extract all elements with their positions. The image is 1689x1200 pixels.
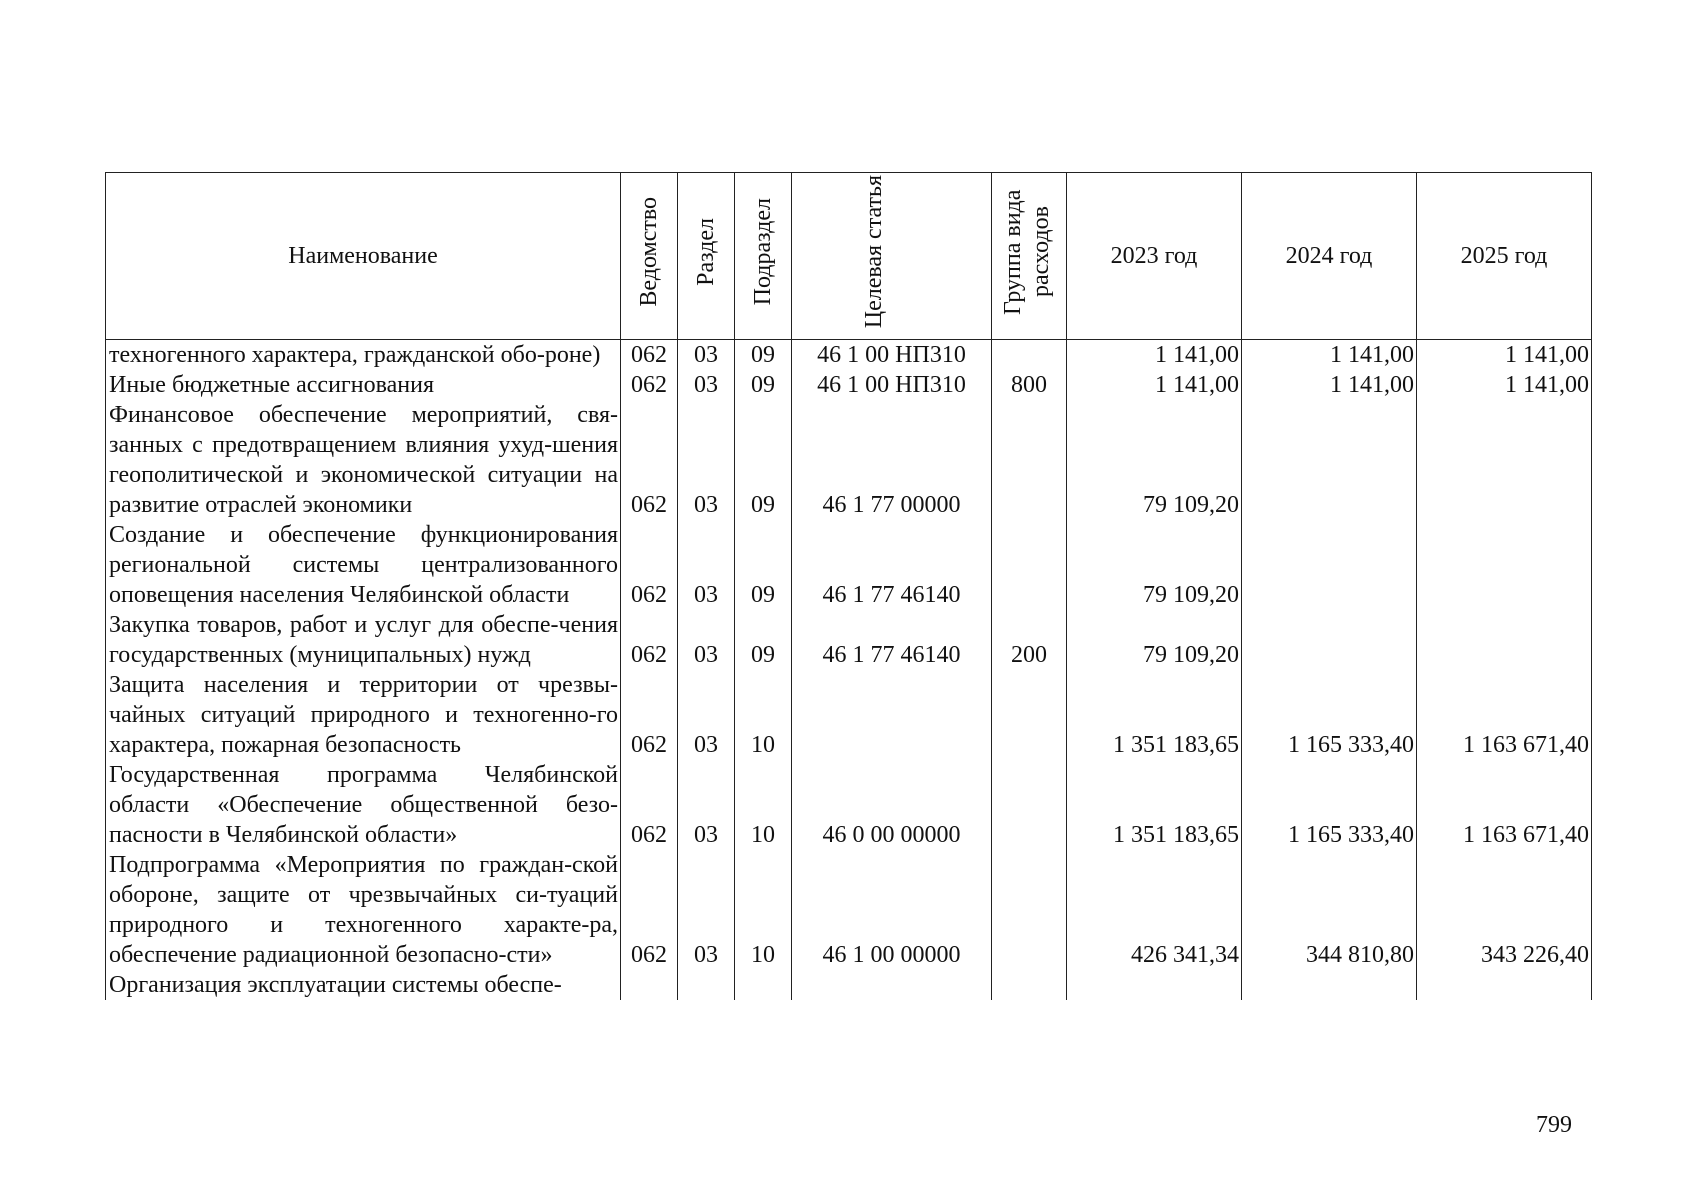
cell-vedomstvo: 062 xyxy=(621,760,678,850)
cell-2025: 1 141,00 xyxy=(1417,370,1592,400)
cell-2024: 1 165 333,40 xyxy=(1242,670,1417,760)
header-year-2025: 2025 год xyxy=(1417,173,1592,340)
cell-name: Закупка товаров, работ и услуг для обеспе-чения государственных (муниципальных) нужд xyxy=(106,610,621,670)
cell-gruppa xyxy=(992,850,1067,970)
cell-2025 xyxy=(1417,610,1592,670)
table-row xyxy=(106,520,1592,610)
cell-2023: 1 141,00 xyxy=(1067,340,1242,371)
cell-name: Защита населения и территории от чрезвы-чайных ситуаций природного и техногенно-го характера, пожарная безопасность xyxy=(106,670,621,760)
cell-podrazdel xyxy=(735,970,792,1000)
cell-2023: 79 109,20 xyxy=(1067,400,1242,520)
cell-tselevaya-statya: 46 1 77 46140 xyxy=(792,520,992,610)
cell-2025 xyxy=(1417,970,1592,1000)
cell-podrazdel: 09 xyxy=(735,520,792,610)
cell-razdel: 03 xyxy=(678,520,735,610)
cell-vedomstvo: 062 xyxy=(621,850,678,970)
cell-gruppa xyxy=(992,520,1067,610)
header-name: Наименование xyxy=(106,173,621,340)
table-row xyxy=(106,970,1592,1000)
cell-razdel xyxy=(678,970,735,1000)
cell-podrazdel: 10 xyxy=(735,760,792,850)
cell-tselevaya-statya: 46 1 00 00000 xyxy=(792,850,992,970)
cell-razdel: 03 xyxy=(678,670,735,760)
cell-razdel: 03 xyxy=(678,760,735,850)
header-gruppa-vida-rashodov: Группа вида расходов xyxy=(992,173,1067,340)
cell-vedomstvo: 062 xyxy=(621,610,678,670)
cell-tselevaya-statya: 46 1 00 НП310 xyxy=(792,340,992,371)
table-row xyxy=(106,670,1592,760)
cell-gruppa xyxy=(992,670,1067,760)
header-vedomstvo: Ведомство xyxy=(621,173,678,340)
cell-podrazdel: 10 xyxy=(735,670,792,760)
cell-2024 xyxy=(1242,970,1417,1000)
table-row xyxy=(106,340,1592,371)
cell-vedomstvo: 062 xyxy=(621,670,678,760)
table-row xyxy=(106,400,1592,520)
cell-tselevaya-statya: 46 1 77 46140 xyxy=(792,610,992,670)
cell-name: Подпрограмма «Мероприятия по граждан-ской обороне, защите от чрезвычайных си-туаций природного и техногенного характе-ра, обеспечение радиационной безопасно-сти» xyxy=(106,850,621,970)
cell-tselevaya-statya: 46 1 00 НП310 xyxy=(792,370,992,400)
cell-vedomstvo xyxy=(621,970,678,1000)
cell-podrazdel: 09 xyxy=(735,610,792,670)
cell-2024: 1 141,00 xyxy=(1242,340,1417,371)
cell-podrazdel: 09 xyxy=(735,370,792,400)
cell-2023: 1 141,00 xyxy=(1067,370,1242,400)
cell-gruppa xyxy=(992,970,1067,1000)
cell-2025 xyxy=(1417,400,1592,520)
cell-gruppa xyxy=(992,340,1067,371)
cell-2023 xyxy=(1067,970,1242,1000)
cell-tselevaya-statya: 46 1 77 00000 xyxy=(792,400,992,520)
cell-2024 xyxy=(1242,610,1417,670)
table-row xyxy=(106,760,1592,850)
cell-razdel: 03 xyxy=(678,610,735,670)
cell-gruppa: 800 xyxy=(992,370,1067,400)
cell-name: Организация эксплуатации системы обеспе- xyxy=(106,970,621,1000)
cell-gruppa xyxy=(992,400,1067,520)
cell-2025: 1 163 671,40 xyxy=(1417,670,1592,760)
budget-table xyxy=(105,172,1592,1000)
header-year-2024: 2024 год xyxy=(1242,173,1417,340)
cell-2023: 79 109,20 xyxy=(1067,610,1242,670)
cell-2025 xyxy=(1417,520,1592,610)
table-header-row xyxy=(106,173,1592,340)
cell-podrazdel: 09 xyxy=(735,340,792,371)
cell-vedomstvo: 062 xyxy=(621,340,678,371)
cell-2023: 79 109,20 xyxy=(1067,520,1242,610)
cell-2024 xyxy=(1242,400,1417,520)
table-row xyxy=(106,610,1592,670)
cell-razdel: 03 xyxy=(678,400,735,520)
header-tselevaya-statya: Целевая статья xyxy=(792,173,992,340)
cell-razdel: 03 xyxy=(678,340,735,371)
header-podrazdel: Подраздел xyxy=(735,173,792,340)
cell-2024 xyxy=(1242,520,1417,610)
cell-2023: 1 351 183,65 xyxy=(1067,670,1242,760)
cell-vedomstvo: 062 xyxy=(621,400,678,520)
cell-podrazdel: 09 xyxy=(735,400,792,520)
cell-2025: 1 163 671,40 xyxy=(1417,760,1592,850)
cell-podrazdel: 10 xyxy=(735,850,792,970)
header-razdel: Раздел xyxy=(678,173,735,340)
cell-name: техногенного характера, гражданской обо-роне) xyxy=(106,340,621,371)
table-body xyxy=(106,340,1592,1001)
cell-vedomstvo: 062 xyxy=(621,520,678,610)
cell-tselevaya-statya xyxy=(792,670,992,760)
cell-2024: 1 141,00 xyxy=(1242,370,1417,400)
cell-vedomstvo: 062 xyxy=(621,370,678,400)
cell-2024: 1 165 333,40 xyxy=(1242,760,1417,850)
cell-tselevaya-statya xyxy=(792,970,992,1000)
cell-name: Создание и обеспечение функционирования региональной системы централизованного оповещения населения Челябинской области xyxy=(106,520,621,610)
cell-name: Иные бюджетные ассигнования xyxy=(106,370,621,400)
page-number: 799 xyxy=(1536,1112,1572,1138)
cell-razdel: 03 xyxy=(678,850,735,970)
table-row xyxy=(106,370,1592,400)
cell-2025: 1 141,00 xyxy=(1417,340,1592,371)
table-row xyxy=(106,850,1592,970)
cell-gruppa: 200 xyxy=(992,610,1067,670)
cell-2023: 1 351 183,65 xyxy=(1067,760,1242,850)
cell-razdel: 03 xyxy=(678,370,735,400)
header-year-2023: 2023 год xyxy=(1067,173,1242,340)
cell-2025: 343 226,40 xyxy=(1417,850,1592,970)
cell-name: Государственная программа Челябинской области «Обеспечение общественной безо-пасности в Челябинской области» xyxy=(106,760,621,850)
cell-tselevaya-statya: 46 0 00 00000 xyxy=(792,760,992,850)
cell-gruppa xyxy=(992,760,1067,850)
cell-name: Финансовое обеспечение мероприятий, свя-занных с предотвращением влияния ухуд-шения геополитической и экономической ситуации на развитие отраслей экономики xyxy=(106,400,621,520)
cell-2024: 344 810,80 xyxy=(1242,850,1417,970)
cell-2023: 426 341,34 xyxy=(1067,850,1242,970)
